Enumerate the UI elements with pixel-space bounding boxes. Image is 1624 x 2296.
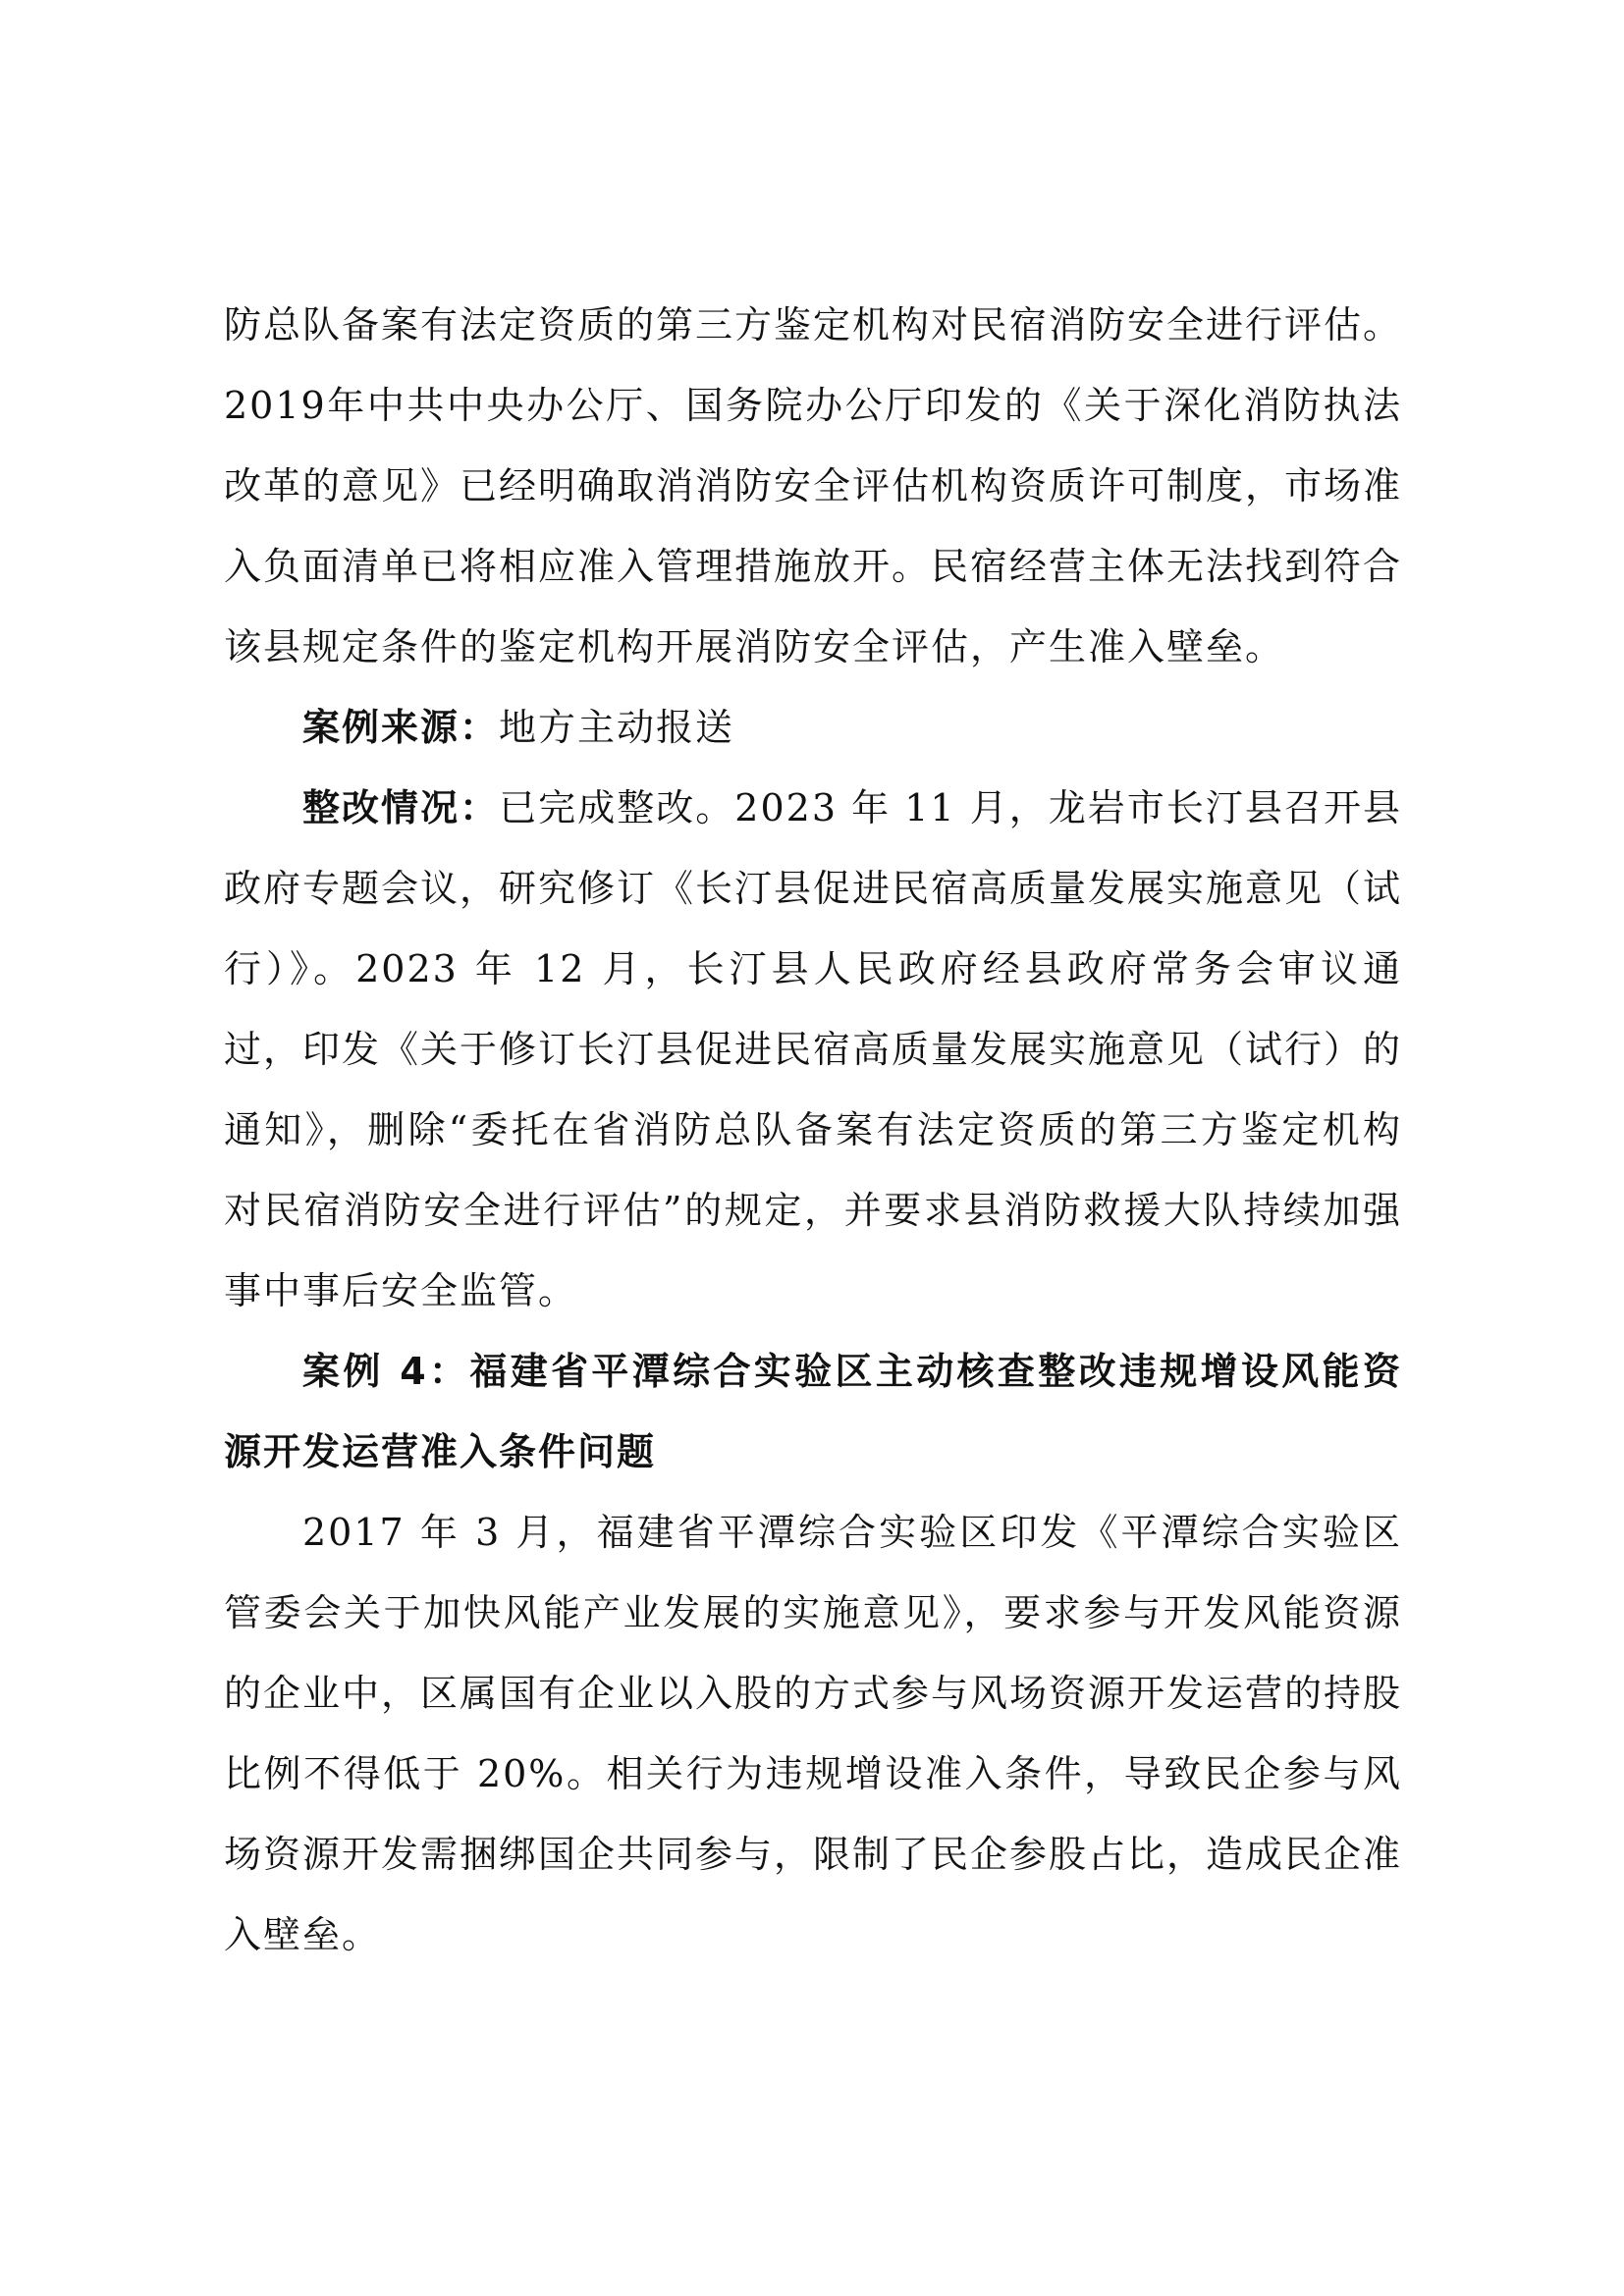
rectification-text: 已完成整改。2023 年 11 月，龙岩市长汀县召开县政府专题会议，研究修订《长汀县促进民宿高质量发展实施意见（试行）》。2023 年 12 月，长汀县人民政府经县政府常务会审议通过，印发《关于修订长汀县促进民宿高质量发展实施意见（试行）的通知》，删除“委托在省消防总队备案有法定资质的第三方鉴定机构对民宿消防安全进行评估”的规定，并要求县消防救援大队持续加强事中事后安全监管。: [224, 786, 1403, 1312]
body-paragraph-continued: 防总队备案有法定资质的第三方鉴定机构对民宿消防安全进行评估。2019年中共中央办公厅、国务院办公厅印发的《关于深化消防执法改革的意见》已经明确取消消防安全评估机构资质许可制度，市场准入负面清单已将相应准入管理措施放开。民宿经营主体无法找到符合该县规定条件的鉴定机构开展消防安全评估，产生准入壁垒。: [224, 303, 1403, 668]
case4-heading: 案例 4：福建省平潭综合实验区主动核查整改违规增设风能资源开发运营准入条件问题: [224, 1350, 1402, 1473]
case-source-paragraph: [224, 687, 1402, 768]
case-source-label: 案例来源：: [302, 706, 500, 749]
rectification-label: 整改情况：: [302, 786, 500, 829]
case4-body-paragraph: 2017 年 3 月，福建省平潭综合实验区印发《平潭综合实验区管委会关于加快风能产业发展的实施意见》，要求参与开发风能资源的企业中，区属国有企业以入股的方式参与风场资源开发运营的持股比例不得低于 20%。相关行为违规增设准入条件，导致民企参与风场资源开发需捆绑国企共同参与，限制了民企参股占比，造成民企准入壁垒。: [224, 1511, 1403, 1956]
rectification-paragraph: [224, 768, 1402, 1331]
case-source-value: 地方主动报送: [499, 706, 735, 749]
document-page: [224, 285, 1402, 1975]
